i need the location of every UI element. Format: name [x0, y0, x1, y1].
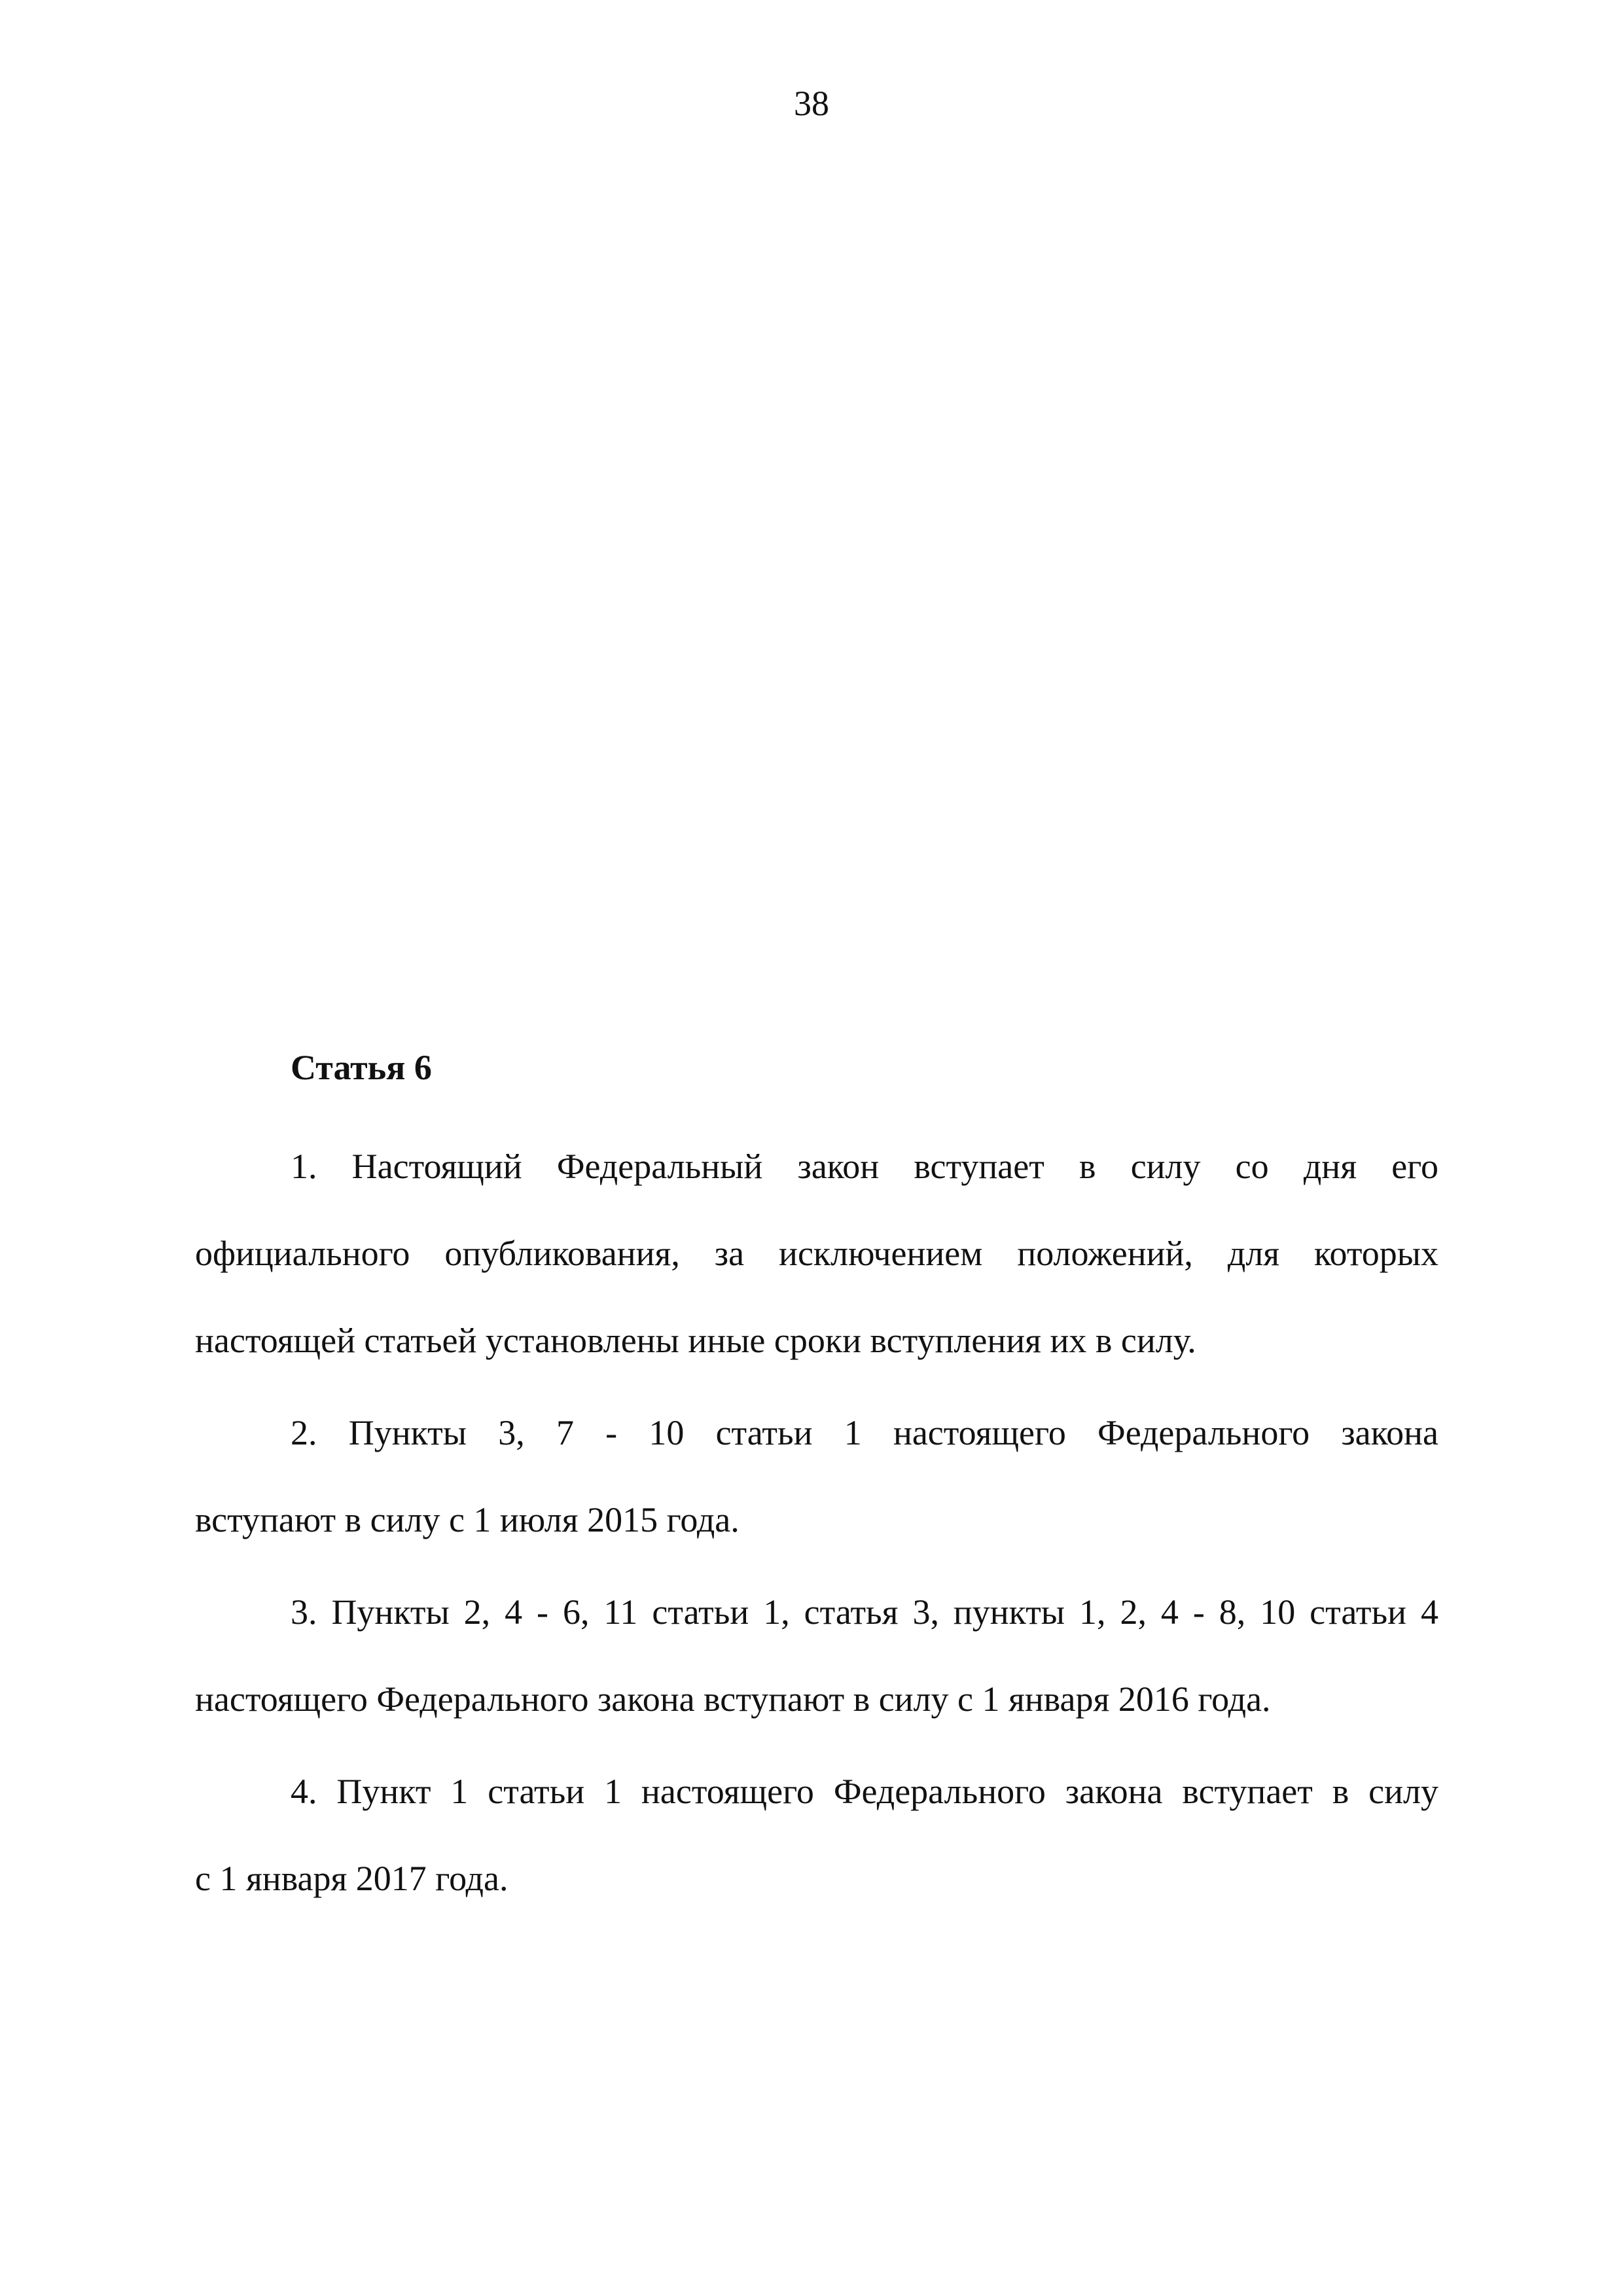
paragraph-1-line-3: настоящей статьей установлены иные сроки вступления их в силу. — [195, 1321, 1196, 1360]
paragraph-4-line-2: с 1 января 2017 года. — [195, 1859, 508, 1898]
paragraph-3 — [195, 1569, 1438, 1743]
paragraph-2-line-1: 2. Пункты 3, 7 - 10 статьи 1 настоящего Федерального закона — [291, 1413, 1438, 1452]
paragraph-4-line-1: 4. Пункт 1 статьи 1 настоящего Федерального закона вступает в силу — [291, 1772, 1438, 1811]
article-title: Статья 6 — [291, 1048, 432, 1087]
paragraph-3-line-2: настоящего Федерального закона вступают в силу с 1 января 2016 года. — [195, 1679, 1271, 1719]
paragraph-4 — [195, 1748, 1438, 1922]
paragraph-3-line-1: 3. Пункты 2, 4 - 6, 11 статьи 1, статья 3, пункты 1, 2, 4 - 8, 10 статьи 4 — [291, 1592, 1438, 1632]
paragraph-2-line-2: вступают в силу с 1 июля 2015 года. — [195, 1500, 740, 1539]
paragraph-1 — [195, 1123, 1438, 1384]
page-number: 38 — [794, 84, 829, 123]
paragraph-1-line-2: официального опубликования, за исключением положений, для которых — [195, 1234, 1438, 1273]
article-6 — [195, 1041, 1438, 1928]
paragraph-1-line-1: 1. Настоящий Федеральный закон вступает в силу со дня его — [291, 1147, 1438, 1186]
paragraph-2 — [195, 1390, 1438, 1564]
article-text — [195, 1123, 1438, 1922]
